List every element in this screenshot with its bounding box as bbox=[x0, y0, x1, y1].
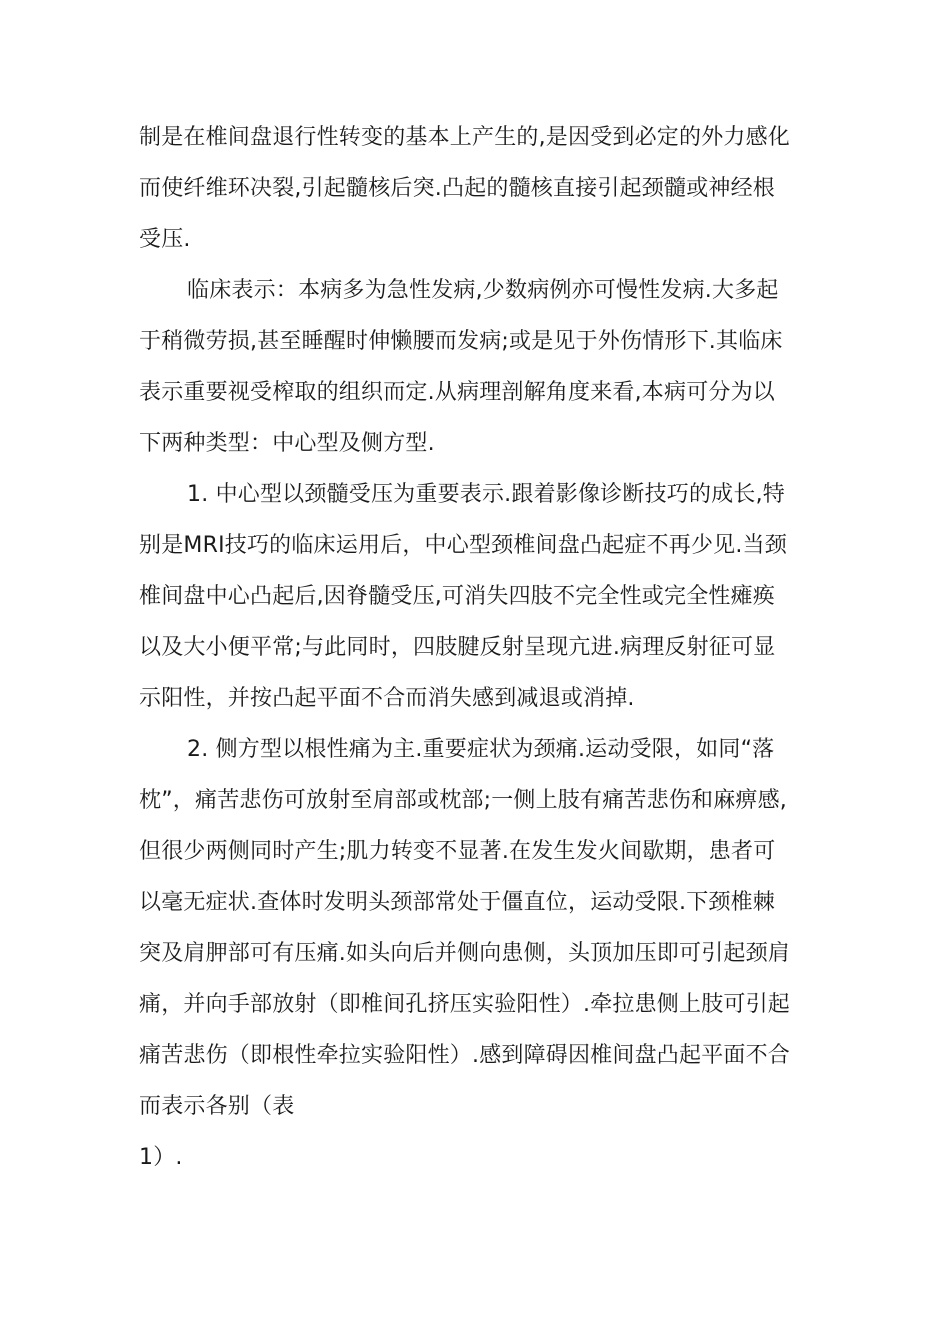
paragraph-lateral-type-first-line: 2. 侧方型以根性痛为主.重要症状为颈痛.运动受限，如同“落 bbox=[187, 737, 775, 762]
text-line-5: 于稍微劳损,甚至睡醒时伸懒腰而发病;或是见于外伤情形下.其临床 bbox=[139, 329, 783, 354]
text-line-14: 枕”，痛苦悲伤可放射至肩部或枕部;一侧上肢有痛苦悲伤和麻痹感, bbox=[139, 788, 788, 813]
text-line-6: 表示重要视受榨取的组织而定.从病理剖解角度来看,本病可分为以 bbox=[139, 380, 775, 405]
text-line-18: 痛，并向手部放射（即椎间孔挤压实验阳性）.牵拉患侧上肢可引起 bbox=[139, 992, 790, 1017]
text-line-11: 以及大小便平常;与此同时，四肢腱反射呈现亢进.病理反射征可显 bbox=[139, 635, 776, 660]
text-line-16: 以毫无症状.查体时发明头颈部常处于僵直位，运动受限.下颈椎棘 bbox=[139, 890, 775, 915]
text-line-21: 1）. bbox=[139, 1145, 183, 1170]
text-line-10: 椎间盘中心凸起后,因脊髓受压,可消失四肢不完全性或完全性瘫痪 bbox=[139, 584, 775, 609]
text-line-3: 受压. bbox=[139, 227, 191, 252]
text-line-20: 而表示各别（表 bbox=[139, 1094, 295, 1119]
text-line-15: 但很少两侧同时产生;肌力转变不显著.在发生发火间歇期，患者可 bbox=[139, 839, 776, 864]
text-line-17: 突及肩胛部可有压痛.如头向后并侧向患侧，头顶加压即可引起颈肩 bbox=[139, 941, 790, 966]
paragraph-clinical-first-line: 临床表示：本病多为急性发病,少数病例亦可慢性发病.大多起 bbox=[187, 278, 779, 303]
paragraph-central-type-first-line: 1. 中心型以颈髓受压为重要表示.跟着影像诊断技巧的成长,特 bbox=[187, 482, 785, 507]
text-line-19: 痛苦悲伤（即根性牵拉实验阳性）.感到障碍因椎间盘凸起平面不合 bbox=[139, 1043, 790, 1068]
text-line-7: 下两种类型：中心型及侧方型. bbox=[139, 431, 435, 456]
text-line-9: 别是MRI技巧的临床运用后，中心型颈椎间盘凸起症不再少见.当颈 bbox=[139, 533, 787, 558]
text-line-1: 制是在椎间盘退行性转变的基本上产生的,是因受到必定的外力感化 bbox=[139, 125, 790, 150]
text-line-2: 而使纤维环决裂,引起髓核后突.凸起的髓核直接引起颈髓或神经根 bbox=[139, 176, 775, 201]
text-line-12: 示阳性，并按凸起平面不合而消失感到减退或消掉. bbox=[139, 686, 635, 711]
